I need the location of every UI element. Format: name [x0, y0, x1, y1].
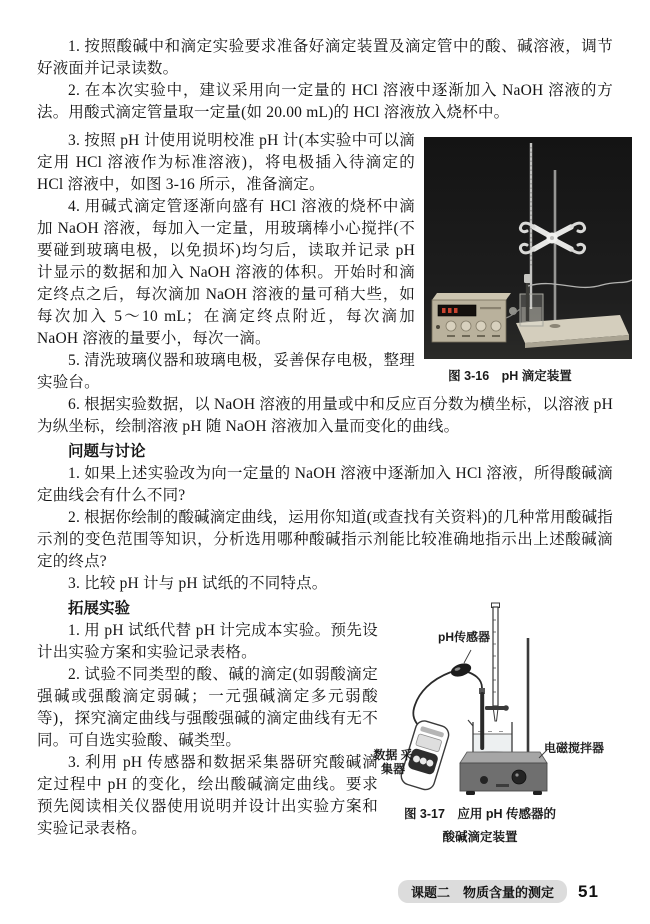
figure-3-16-caption: 图 3-16 pH 滴定装置: [448, 369, 572, 383]
page-number: 51: [578, 881, 599, 901]
extension-step-2: 2. 试验不同类型的酸、碱的滴定(如弱酸滴定强碱或强酸滴定弱碱；一元强碱滴定多元弱酸等)，探究滴定曲线与强酸强碱的滴定曲线有无不同。可自选实验酸、碱类型。: [37, 666, 378, 749]
figure-3-17-caption-line2: 酸碱滴定装置: [442, 830, 518, 844]
extension-step-3: 3. 利用 pH 传感器和数据采集器研究酸碱滴定过程中 pH 的变化，绘出酸碱滴定曲线。要求预先阅读相关仪器使用说明并设计出实验方案和实验记录表格。: [37, 754, 378, 837]
sensor-leader-line: [464, 650, 471, 663]
procedure-step-4: 4. 用碱式滴定管逐渐向盛有 HCl 溶液的烧杯中滴加 NaOH 溶液，每加入一定量，用玻璃棒小心搅拌(不要碰到玻璃电极，以免损坏)均匀后，读取并记录 pH 计显示的数据和加入 NaOH 溶液的体积。开始时和滴定终点之后，每次滴加 NaOH 溶液的量可稍大些，如每次加入 5～10 mL；在滴定终点附近，每次滴加 NaOH 溶液的量要小，每次一滴。: [37, 198, 415, 347]
stirrer-knob-small: [480, 776, 488, 784]
data-collector-label: 数据 采集器: [373, 748, 413, 776]
procedure-step-6: 6. 根据实验数据，以 NaOH 溶液的用量或中和反应百分数为横坐标，以溶液 pH 为纵坐标，绘制溶液 pH 随 NaOH 溶液加入量而变化的曲线。: [37, 396, 613, 435]
stirrer-knob-large: [512, 770, 526, 784]
ph-meter: [432, 293, 511, 342]
beaker: [468, 720, 512, 756]
stopcock: [485, 706, 505, 710]
procedure-step-2: 2. 在本次实验中，建议采用向一定量的 HCl 溶液中逐渐加入 NaOH 溶液的方法。用酸式滴定管量取一定量(如 20.00 mL)的 HCl 溶液放入烧杯中。: [37, 82, 613, 121]
extension-heading: 拓展实验: [68, 600, 131, 617]
beaker-liquid: [522, 307, 542, 325]
ph-sensor: [449, 661, 473, 679]
ph-titration-photo: [424, 137, 632, 359]
figure-3-17-caption: [372, 806, 588, 845]
procedure-step-3: 3. 按照 pH 计使用说明校准 pH 计(本实验中可以滴定用 HCl 溶液作为标准溶液)，将电极插入待滴定的 HCl 溶液中，如图 3-16 所示，准备滴定。: [37, 132, 415, 193]
magnetic-stirrer: [460, 752, 547, 796]
ph-electrode: [480, 692, 484, 750]
discussion-heading: 问题与讨论: [68, 443, 146, 460]
electrode-cap: [524, 274, 531, 283]
procedure-step-1: 1. 按照酸碱中和滴定实验要求准备好滴定装置及滴定管中的酸、碱溶液，调节好液面并记录读数。: [37, 38, 613, 77]
discussion-question-3: 3. 比较 pH 计与 pH 试纸的不同特点。: [68, 575, 328, 592]
section-title-badge: 课题二 物质含量的测定: [398, 880, 567, 903]
figure-3-17: [372, 600, 640, 862]
rod-mount: [550, 324, 561, 328]
ph-sensor-label: pH传感器: [438, 630, 490, 644]
magnetic-stirrer-label: 电磁搅拌器: [544, 741, 605, 755]
discussion-question-1: 1. 如果上述实验改为向一定量的 NaOH 溶液中逐渐加入 HCl 溶液，所得酸碱滴定曲线会有什么不同?: [37, 465, 613, 504]
procedure-step-5: 5. 清洗玻璃仪器和玻璃电极，妥善保存电极，整理实验台。: [37, 352, 415, 391]
burette: [485, 603, 509, 721]
figure-3-17-caption-line1: 图 3-17 应用 pH 传感器的: [403, 807, 557, 821]
sensor-cable-right: [468, 672, 482, 688]
sensor-cable-left: [413, 672, 451, 725]
discussion-question-2: 2. 根据你绘制的酸碱滴定曲线，运用你知道(或查找有关资料)的几种常用酸碱指示剂的变色范围等知识，分析选用哪种酸碱指示剂能比较准确地指示出上述酸碱滴定的终点?: [37, 509, 613, 570]
extension-step-1: 1. 用 pH 试纸代替 pH 计完成本实验。预先设计出实验方案和实验记录表格。: [37, 622, 378, 661]
page-footer: [398, 880, 599, 903]
figure-3-16: [424, 137, 632, 384]
